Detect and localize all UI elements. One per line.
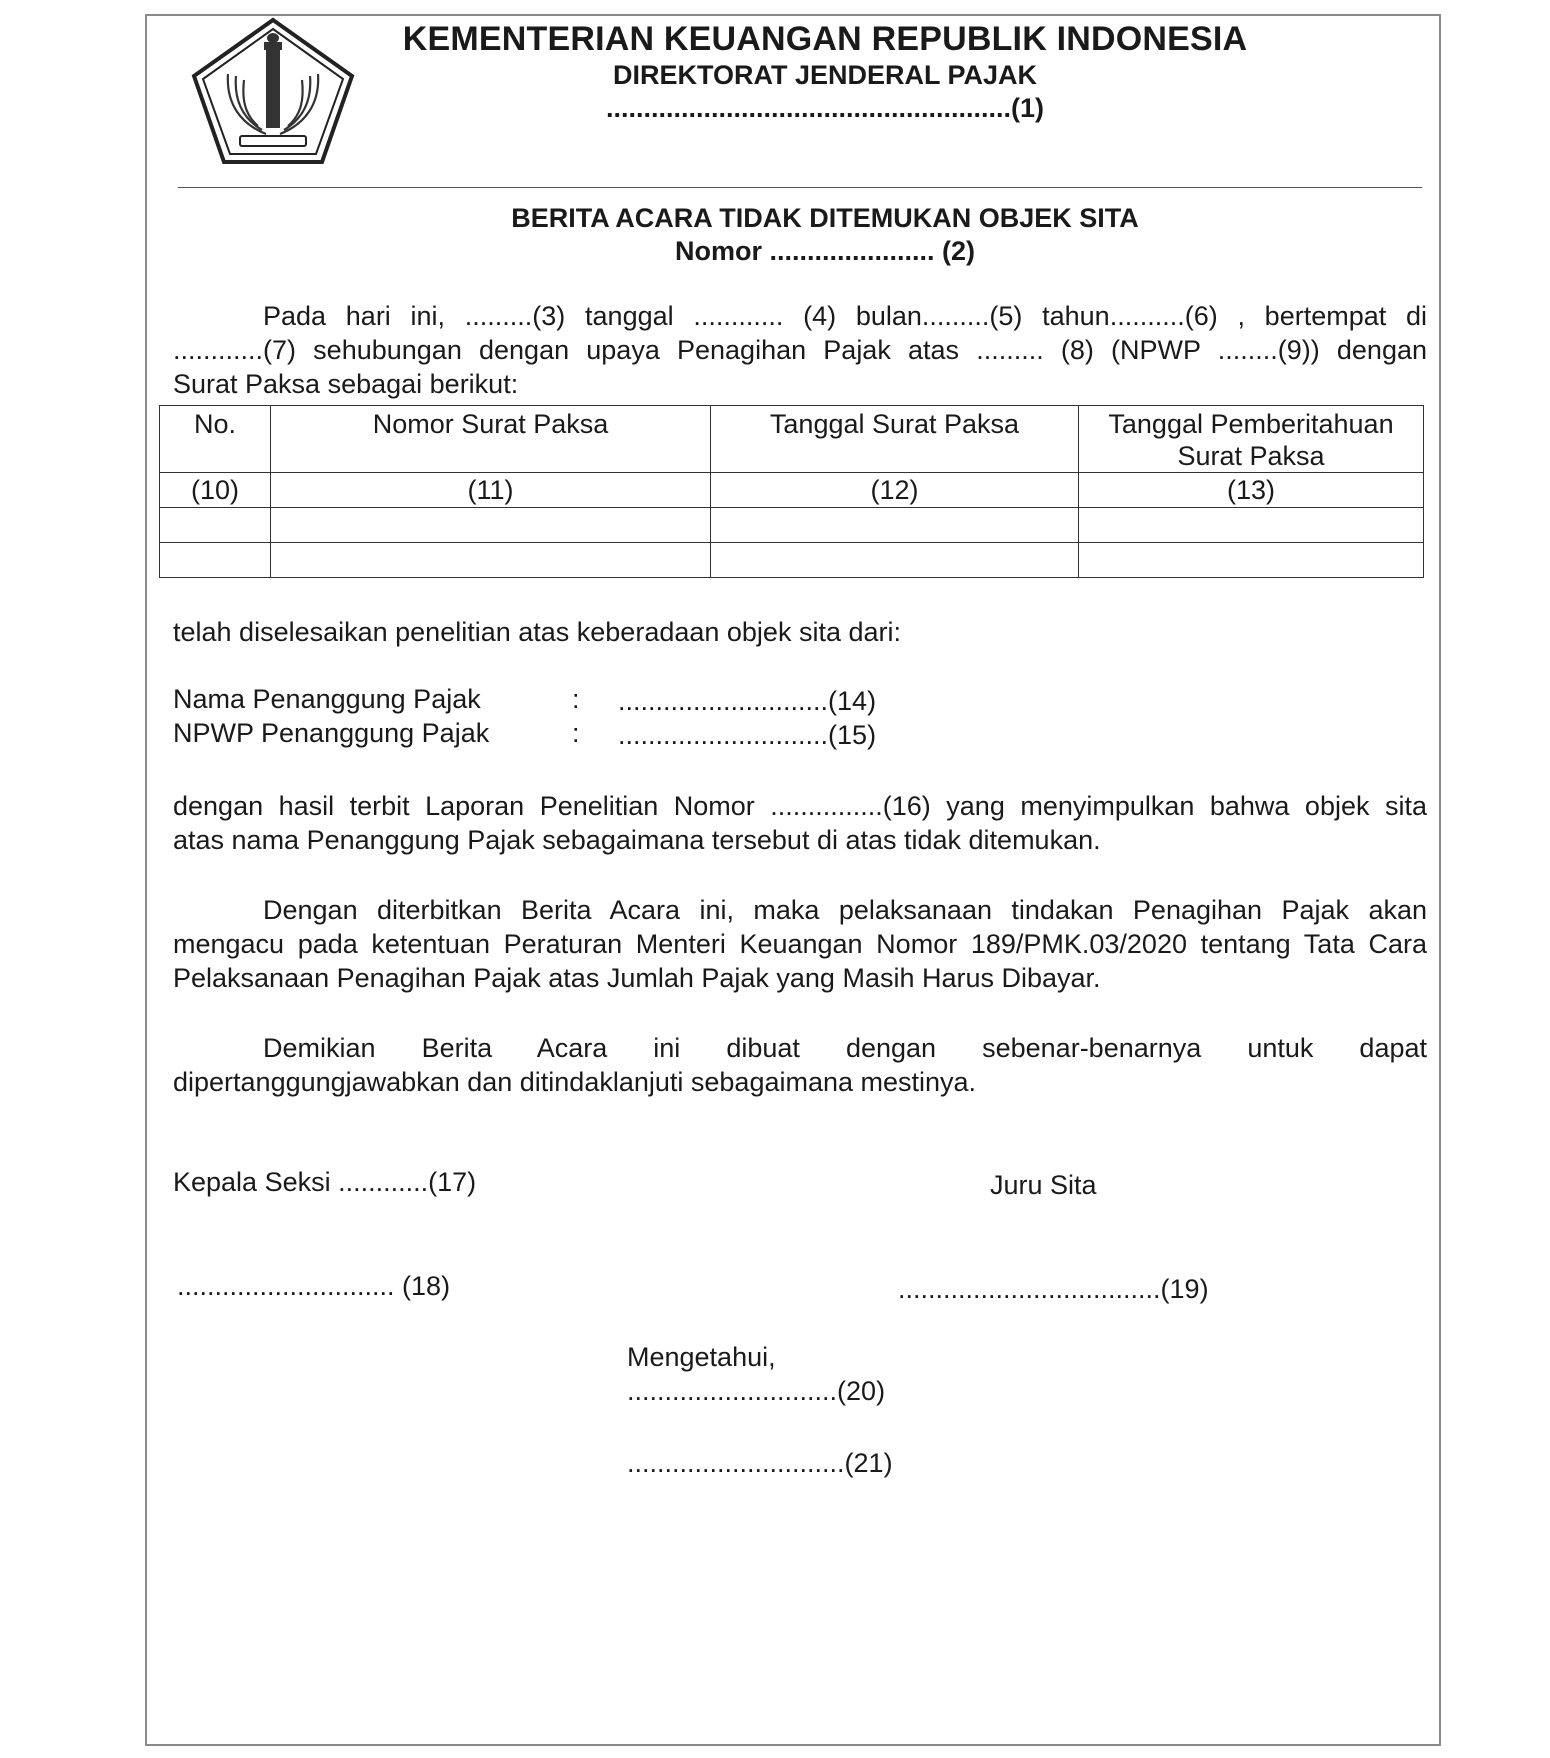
document-title: BERITA ACARA TIDAK DITEMUKAN OBJEK SITA	[511, 203, 1139, 233]
result-line-1: dengan hasil terbit Laporan Penelitian Nomor ...............(16) yang menyimpulkan bahwa objek sita	[173, 791, 1427, 821]
office-field: ......................................................(1)	[605, 93, 1045, 123]
cell-tanggal: (12)	[711, 473, 1079, 508]
research-lead: telah diselesaikan penelitian atas keberadaan objek sita dari:	[173, 617, 901, 647]
directorate-heading: DIREKTORAT JENDERAL PAJAK	[612, 60, 1038, 90]
npwp-value: ............................(15)	[618, 720, 877, 750]
surat-paksa-table	[159, 405, 1424, 578]
empty-cell	[160, 543, 271, 578]
table-row	[160, 473, 1424, 508]
table-row	[160, 543, 1424, 578]
header-divider	[178, 187, 1422, 188]
npwp-label: NPWP Penanggung Pajak	[173, 718, 490, 748]
cell-pemberitahuan: (13)	[1079, 473, 1424, 508]
left-signatory-name: ............................. (18)	[177, 1271, 451, 1301]
header-tanggal-surat-paksa: Tanggal Surat Paksa	[711, 406, 1079, 473]
ministry-heading: KEMENTERIAN KEUANGAN REPUBLIK INDONESIA	[402, 20, 1248, 58]
table-row	[160, 508, 1424, 543]
empty-cell	[271, 508, 711, 543]
document-number: Nomor ...................... (2)	[674, 236, 976, 266]
npwp-colon: :	[572, 718, 580, 748]
empty-cell	[1079, 508, 1424, 543]
regulation-line-3: Pelaksanaan Penagihan Pajak atas Jumlah Pajak yang Masih Harus Dibayar.	[173, 963, 1101, 993]
empty-cell	[1079, 543, 1424, 578]
empty-cell	[711, 508, 1079, 543]
intro-line-2: ............(7) sehubungan dengan upaya Penagihan Pajak atas ......... (8) (NPWP ........(9)) dengan	[173, 335, 1427, 365]
acknowledge-name: .............................(21)	[627, 1448, 893, 1478]
table-header-row	[160, 406, 1424, 473]
left-signatory-title: Kepala Seksi ............(17)	[173, 1167, 477, 1197]
regulation-line-1: Dengan diterbitkan Berita Acara ini, maka pelaksanaan tindakan Penagihan Pajak akan	[263, 895, 1427, 925]
name-colon: :	[572, 684, 580, 714]
intro-line-3: Surat Paksa sebagai berikut:	[173, 369, 519, 399]
ministry-of-finance-emblem-icon	[186, 14, 360, 168]
closing-line-2: dipertanggungjawabkan dan ditindaklanjuti sebagaimana mestinya.	[173, 1067, 977, 1097]
right-signatory-name: ...................................(19)	[898, 1274, 1209, 1304]
header-nomor-surat-paksa: Nomor Surat Paksa	[271, 406, 711, 473]
name-label: Nama Penanggung Pajak	[173, 684, 481, 714]
page-border	[145, 14, 1441, 1746]
cell-no: (10)	[160, 473, 271, 508]
name-value: ............................(14)	[618, 686, 877, 716]
header-no: No.	[160, 406, 271, 473]
regulation-line-2: mengacu pada ketentuan Peraturan Menteri Keuangan Nomor 189/PMK.03/2020 tentang Tata Cara	[173, 929, 1427, 959]
header-tanggal-pemberitahuan: Tanggal Pemberitahuan Surat Paksa	[1079, 406, 1424, 473]
intro-line-1: Pada hari ini, .........(3) tanggal ............ (4) bulan.........(5) tahun..........(6) , bertempat di	[263, 301, 1427, 331]
empty-cell	[711, 543, 1079, 578]
closing-line-1: Demikian Berita Acara ini dibuat dengan sebenar-benarnya untuk dapat	[263, 1033, 1427, 1063]
result-line-2: atas nama Penanggung Pajak sebagaimana tersebut di atas tidak ditemukan.	[173, 825, 1101, 855]
cell-nomor: (11)	[271, 473, 711, 508]
acknowledge-label: Mengetahui,	[627, 1342, 776, 1372]
acknowledge-position: ............................(20)	[627, 1376, 886, 1406]
empty-cell	[271, 543, 711, 578]
right-signatory-title: Juru Sita	[990, 1170, 1097, 1200]
empty-cell	[160, 508, 271, 543]
